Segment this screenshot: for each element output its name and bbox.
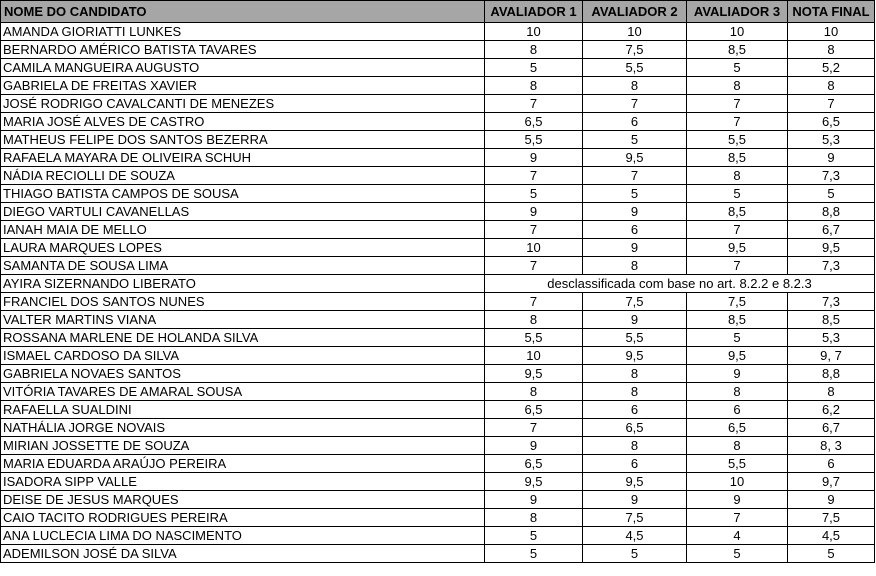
final-grade-cell: 7,3 bbox=[788, 257, 875, 275]
evaluator-2-score-cell: 5,5 bbox=[583, 329, 687, 347]
candidate-name-cell: THIAGO BATISTA CAMPOS DE SOUSA bbox=[1, 185, 485, 203]
final-grade-cell: 8 bbox=[788, 77, 875, 95]
final-grade-cell: 8, 3 bbox=[788, 437, 875, 455]
candidate-name-cell: RAFAELLA SUALDINI bbox=[1, 401, 485, 419]
table-row bbox=[1, 77, 875, 95]
evaluator-2-score-cell: 9,5 bbox=[583, 149, 687, 167]
header-row bbox=[1, 1, 875, 23]
final-grade-cell: 6,7 bbox=[788, 419, 875, 437]
evaluator-3-score-cell: 7,5 bbox=[687, 293, 788, 311]
candidate-name-cell: CAMILA MANGUEIRA AUGUSTO bbox=[1, 59, 485, 77]
candidate-name-cell: ADEMILSON JOSÉ DA SILVA bbox=[1, 545, 485, 563]
final-grade-cell: 8,8 bbox=[788, 203, 875, 221]
table-row bbox=[1, 41, 875, 59]
evaluator-2-score-cell: 5 bbox=[583, 545, 687, 563]
candidate-name-cell: VALTER MARTINS VIANA bbox=[1, 311, 485, 329]
final-grade-cell: 5,3 bbox=[788, 329, 875, 347]
candidate-name-cell: BERNARDO AMÉRICO BATISTA TAVARES bbox=[1, 41, 485, 59]
evaluator-2-score-cell: 4,5 bbox=[583, 527, 687, 545]
table-row bbox=[1, 59, 875, 77]
evaluator-3-score-cell: 8,5 bbox=[687, 149, 788, 167]
evaluator-2-score-cell: 6 bbox=[583, 455, 687, 473]
final-grade-cell: 7 bbox=[788, 95, 875, 113]
final-grade-cell: 6 bbox=[788, 455, 875, 473]
table-row bbox=[1, 347, 875, 365]
candidate-name-cell: MATHEUS FELIPE DOS SANTOS BEZERRA bbox=[1, 131, 485, 149]
table-row bbox=[1, 221, 875, 239]
evaluator-3-score-cell: 5 bbox=[687, 59, 788, 77]
evaluator-2-score-cell: 9,5 bbox=[583, 473, 687, 491]
evaluator-1-score-cell: 8 bbox=[485, 311, 583, 329]
evaluator-1-score-cell: 5 bbox=[485, 59, 583, 77]
evaluator-3-score-cell: 8,5 bbox=[687, 203, 788, 221]
evaluator-1-score-cell: 9 bbox=[485, 149, 583, 167]
final-grade-cell: 8,5 bbox=[788, 311, 875, 329]
evaluator-3-score-cell: 6 bbox=[687, 401, 788, 419]
evaluator-1-score-cell: 6,5 bbox=[485, 113, 583, 131]
evaluator-1-score-cell: 6,5 bbox=[485, 401, 583, 419]
table-row bbox=[1, 113, 875, 131]
evaluator-1-score-cell: 10 bbox=[485, 347, 583, 365]
evaluator-1-score-cell: 9 bbox=[485, 491, 583, 509]
evaluator-1-score-cell: 6,5 bbox=[485, 455, 583, 473]
evaluator-3-score-cell: 4 bbox=[687, 527, 788, 545]
evaluator-2-score-cell: 9 bbox=[583, 311, 687, 329]
candidate-name-cell: MARIA JOSÉ ALVES DE CASTRO bbox=[1, 113, 485, 131]
table-row bbox=[1, 95, 875, 113]
candidate-name-cell: DIEGO VARTULI CAVANELLAS bbox=[1, 203, 485, 221]
evaluator-3-score-cell: 7 bbox=[687, 509, 788, 527]
candidate-name-cell: RAFAELA MAYARA DE OLIVEIRA SCHUH bbox=[1, 149, 485, 167]
candidate-name-cell: ROSSANA MARLENE DE HOLANDA SILVA bbox=[1, 329, 485, 347]
evaluator-3-score-cell: 7 bbox=[687, 221, 788, 239]
evaluator-2-score-cell: 10 bbox=[583, 23, 687, 41]
evaluator-3-score-cell: 9 bbox=[687, 491, 788, 509]
final-grade-cell: 8 bbox=[788, 41, 875, 59]
candidate-name-cell: NATHÁLIA JORGE NOVAIS bbox=[1, 419, 485, 437]
evaluator-2-score-cell: 9 bbox=[583, 491, 687, 509]
evaluator-3-score-cell: 8 bbox=[687, 383, 788, 401]
evaluator-2-score-cell: 7,5 bbox=[583, 41, 687, 59]
evaluator-1-score-cell: 5 bbox=[485, 545, 583, 563]
evaluator-1-score-cell: 8 bbox=[485, 41, 583, 59]
evaluator-1-score-cell: 5 bbox=[485, 527, 583, 545]
final-grade-cell: 7,3 bbox=[788, 167, 875, 185]
evaluator-2-score-cell: 7,5 bbox=[583, 509, 687, 527]
table-row bbox=[1, 329, 875, 347]
final-grade-cell: 9 bbox=[788, 149, 875, 167]
evaluator-1-score-cell: 9 bbox=[485, 437, 583, 455]
evaluator-3-score-cell: 7 bbox=[687, 95, 788, 113]
evaluator-1-score-cell: 9 bbox=[485, 203, 583, 221]
candidate-name-cell: MIRIAN JOSSETTE DE SOUZA bbox=[1, 437, 485, 455]
evaluator-1-score-cell: 5 bbox=[485, 185, 583, 203]
table-row bbox=[1, 239, 875, 257]
candidate-name-cell: MARIA EDUARDA ARAÚJO PEREIRA bbox=[1, 455, 485, 473]
evaluator-1-score-cell: 5,5 bbox=[485, 131, 583, 149]
table-header bbox=[1, 1, 875, 23]
table-row bbox=[1, 491, 875, 509]
evaluator-3-score-cell: 9,5 bbox=[687, 347, 788, 365]
evaluator-2-score-cell: 8 bbox=[583, 383, 687, 401]
header-evaluator-1: AVALIADOR 1 bbox=[485, 1, 583, 23]
evaluator-1-score-cell: 9,5 bbox=[485, 365, 583, 383]
evaluator-2-score-cell: 7 bbox=[583, 95, 687, 113]
evaluator-1-score-cell: 7 bbox=[485, 167, 583, 185]
evaluator-2-score-cell: 9 bbox=[583, 239, 687, 257]
evaluator-1-score-cell: 8 bbox=[485, 77, 583, 95]
evaluator-3-score-cell: 10 bbox=[687, 23, 788, 41]
evaluator-3-score-cell: 5,5 bbox=[687, 455, 788, 473]
evaluator-2-score-cell: 8 bbox=[583, 365, 687, 383]
table-row bbox=[1, 311, 875, 329]
final-grade-cell: 9,7 bbox=[788, 473, 875, 491]
candidate-name-cell: VITÓRIA TAVARES DE AMARAL SOUSA bbox=[1, 383, 485, 401]
candidate-name-cell: LAURA MARQUES LOPES bbox=[1, 239, 485, 257]
candidate-name-cell: ISMAEL CARDOSO DA SILVA bbox=[1, 347, 485, 365]
evaluator-2-score-cell: 7 bbox=[583, 167, 687, 185]
table-body bbox=[1, 23, 875, 563]
final-grade-cell: 6,2 bbox=[788, 401, 875, 419]
disqualification-note-cell: desclassificada com base no art. 8.2.2 e 8.2.3 bbox=[485, 275, 875, 293]
final-grade-cell: 10 bbox=[788, 23, 875, 41]
evaluator-3-score-cell: 5 bbox=[687, 545, 788, 563]
evaluator-1-score-cell: 7 bbox=[485, 293, 583, 311]
table-row bbox=[1, 419, 875, 437]
table-row bbox=[1, 383, 875, 401]
final-grade-cell: 5 bbox=[788, 545, 875, 563]
evaluator-2-score-cell: 5 bbox=[583, 131, 687, 149]
evaluator-2-score-cell: 6 bbox=[583, 221, 687, 239]
evaluator-3-score-cell: 8 bbox=[687, 77, 788, 95]
final-grade-cell: 5,2 bbox=[788, 59, 875, 77]
evaluator-2-score-cell: 6 bbox=[583, 401, 687, 419]
evaluator-1-score-cell: 7 bbox=[485, 221, 583, 239]
table-row bbox=[1, 23, 875, 41]
final-grade-cell: 7,3 bbox=[788, 293, 875, 311]
evaluator-3-score-cell: 8 bbox=[687, 167, 788, 185]
candidate-name-cell: DEISE DE JESUS MARQUES bbox=[1, 491, 485, 509]
candidate-name-cell: GABRIELA DE FREITAS XAVIER bbox=[1, 77, 485, 95]
evaluator-1-score-cell: 7 bbox=[485, 95, 583, 113]
evaluator-3-score-cell: 9 bbox=[687, 365, 788, 383]
evaluator-3-score-cell: 9,5 bbox=[687, 239, 788, 257]
header-evaluator-2: AVALIADOR 2 bbox=[583, 1, 687, 23]
final-grade-cell: 8,8 bbox=[788, 365, 875, 383]
final-grade-cell: 8 bbox=[788, 383, 875, 401]
evaluator-1-score-cell: 10 bbox=[485, 239, 583, 257]
candidate-name-cell: ISADORA SIPP VALLE bbox=[1, 473, 485, 491]
table-row bbox=[1, 527, 875, 545]
evaluator-1-score-cell: 8 bbox=[485, 383, 583, 401]
final-grade-cell: 6,5 bbox=[788, 113, 875, 131]
candidate-name-cell: IANAH MAIA DE MELLO bbox=[1, 221, 485, 239]
evaluator-3-score-cell: 6,5 bbox=[687, 419, 788, 437]
evaluator-2-score-cell: 6 bbox=[583, 113, 687, 131]
table-row bbox=[1, 257, 875, 275]
evaluator-1-score-cell: 7 bbox=[485, 419, 583, 437]
evaluator-3-score-cell: 8,5 bbox=[687, 41, 788, 59]
evaluator-3-score-cell: 7 bbox=[687, 257, 788, 275]
table-row bbox=[1, 203, 875, 221]
header-candidate-name: NOME DO CANDIDATO bbox=[1, 1, 485, 23]
evaluator-1-score-cell: 7 bbox=[485, 257, 583, 275]
evaluator-3-score-cell: 5,5 bbox=[687, 131, 788, 149]
evaluator-1-score-cell: 8 bbox=[485, 509, 583, 527]
evaluator-1-score-cell: 5,5 bbox=[485, 329, 583, 347]
table-row bbox=[1, 293, 875, 311]
evaluator-2-score-cell: 6,5 bbox=[583, 419, 687, 437]
table-row bbox=[1, 509, 875, 527]
candidate-name-cell: GABRIELA NOVAES SANTOS bbox=[1, 365, 485, 383]
evaluator-2-score-cell: 8 bbox=[583, 257, 687, 275]
evaluator-2-score-cell: 5,5 bbox=[583, 59, 687, 77]
evaluator-3-score-cell: 5 bbox=[687, 185, 788, 203]
table-row bbox=[1, 545, 875, 563]
evaluator-3-score-cell: 5 bbox=[687, 329, 788, 347]
candidate-name-cell: NÁDIA RECIOLLI DE SOUZA bbox=[1, 167, 485, 185]
candidate-name-cell: SAMANTA DE SOUSA LIMA bbox=[1, 257, 485, 275]
candidate-name-cell: AMANDA GIORIATTI LUNKES bbox=[1, 23, 485, 41]
header-final-grade: NOTA FINAL bbox=[788, 1, 875, 23]
evaluator-2-score-cell: 9 bbox=[583, 203, 687, 221]
evaluator-2-score-cell: 5 bbox=[583, 185, 687, 203]
table-row bbox=[1, 275, 875, 293]
evaluator-2-score-cell: 9,5 bbox=[583, 347, 687, 365]
candidate-name-cell: FRANCIEL DOS SANTOS NUNES bbox=[1, 293, 485, 311]
table-row bbox=[1, 131, 875, 149]
final-grade-cell: 7,5 bbox=[788, 509, 875, 527]
final-grade-cell: 5 bbox=[788, 185, 875, 203]
evaluator-3-score-cell: 10 bbox=[687, 473, 788, 491]
evaluator-2-score-cell: 8 bbox=[583, 77, 687, 95]
evaluator-2-score-cell: 7,5 bbox=[583, 293, 687, 311]
evaluator-1-score-cell: 9,5 bbox=[485, 473, 583, 491]
evaluator-3-score-cell: 8,5 bbox=[687, 311, 788, 329]
candidate-name-cell: ANA LUCLECIA LIMA DO NASCIMENTO bbox=[1, 527, 485, 545]
table-row bbox=[1, 185, 875, 203]
evaluator-1-score-cell: 10 bbox=[485, 23, 583, 41]
table-row bbox=[1, 455, 875, 473]
evaluator-2-score-cell: 8 bbox=[583, 437, 687, 455]
table-row bbox=[1, 473, 875, 491]
final-grade-cell: 9 bbox=[788, 491, 875, 509]
header-evaluator-3: AVALIADOR 3 bbox=[687, 1, 788, 23]
final-grade-cell: 5,3 bbox=[788, 131, 875, 149]
table-row bbox=[1, 401, 875, 419]
candidate-name-cell: CAIO TACITO RODRIGUES PEREIRA bbox=[1, 509, 485, 527]
final-grade-cell: 9,5 bbox=[788, 239, 875, 257]
table-row bbox=[1, 167, 875, 185]
candidate-name-cell: AYIRA SIZERNANDO LIBERATO bbox=[1, 275, 485, 293]
final-grade-cell: 9, 7 bbox=[788, 347, 875, 365]
final-grade-cell: 6,7 bbox=[788, 221, 875, 239]
candidate-name-cell: JOSÉ RODRIGO CAVALCANTI DE MENEZES bbox=[1, 95, 485, 113]
table-row bbox=[1, 437, 875, 455]
evaluator-3-score-cell: 7 bbox=[687, 113, 788, 131]
final-grade-cell: 4,5 bbox=[788, 527, 875, 545]
table-row bbox=[1, 365, 875, 383]
evaluator-3-score-cell: 8 bbox=[687, 437, 788, 455]
table-row bbox=[1, 149, 875, 167]
